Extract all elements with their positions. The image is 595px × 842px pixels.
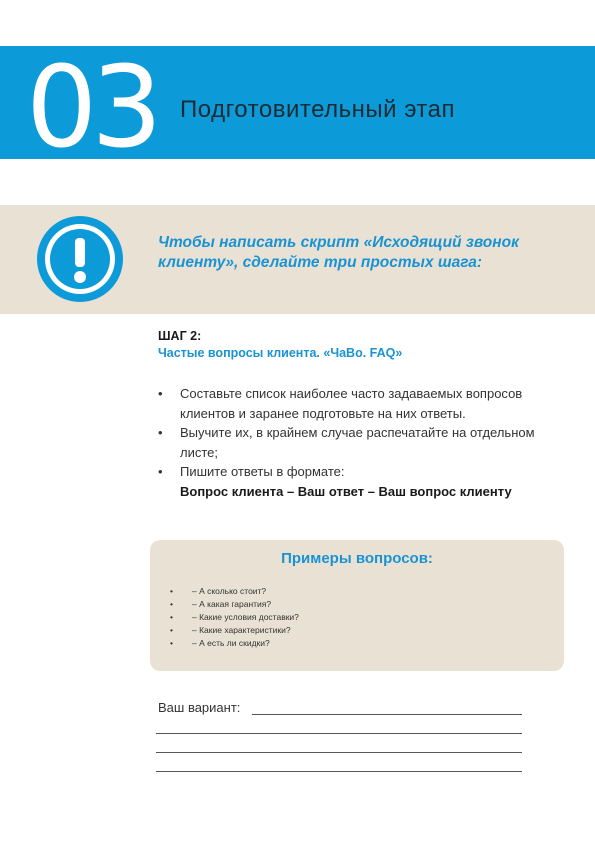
- example-question-text: – А какая гарантия?: [192, 599, 272, 609]
- chapter-title: Подготовительный этап: [180, 96, 455, 123]
- examples-title: Примеры вопросов:: [281, 550, 433, 567]
- bullet-marker: •: [158, 386, 163, 401]
- list-item: [158, 462, 558, 501]
- example-question-text: – А есть ли скидки?: [192, 638, 270, 648]
- answer-format: Вопрос клиента – Ваш ответ – Ваш вопрос клиенту: [180, 483, 512, 499]
- intro-text: Чтобы написать скрипт «Исходящий звонок клиенту», сделайте три простых шага:: [158, 234, 519, 271]
- list-item-text: Составьте список наиболее часто задаваемых вопросов клиентов и заранее подготовьте на них ответы.: [180, 386, 523, 421]
- bullet-marker: •: [170, 625, 173, 635]
- example-question: [170, 624, 299, 637]
- step-title: Частые вопросы клиента. «ЧаВо. FAQ»: [158, 346, 403, 360]
- examples-list: [170, 585, 299, 650]
- list-item: [158, 423, 558, 462]
- example-question: [170, 637, 299, 650]
- example-question: [170, 598, 299, 611]
- answer-label: Ваш вариант:: [158, 700, 241, 715]
- example-question: [170, 611, 299, 624]
- answer-line[interactable]: [252, 714, 522, 715]
- list-item: [158, 384, 558, 423]
- bullet-marker: •: [170, 599, 173, 609]
- bullet-marker: •: [158, 425, 163, 440]
- bullet-marker: •: [170, 612, 173, 622]
- example-question-text: – Какие условия доставки?: [192, 612, 299, 622]
- list-item-text: Выучите их, в крайнем случае распечатайте на отдельном листе;: [180, 425, 535, 460]
- examples-box: [150, 540, 564, 671]
- answer-line[interactable]: [156, 733, 522, 734]
- instructions-list: [158, 384, 558, 501]
- bullet-marker: •: [158, 464, 163, 479]
- list-item-text: Пишите ответы в формате:: [180, 464, 345, 479]
- step-label: ШАГ 2:: [158, 329, 202, 343]
- answer-line[interactable]: [156, 771, 522, 772]
- bullet-marker: •: [170, 638, 173, 648]
- answer-line[interactable]: [156, 752, 522, 753]
- example-question: [170, 585, 299, 598]
- example-question-text: – А сколько стоит?: [192, 586, 267, 596]
- bullet-marker: •: [170, 586, 173, 596]
- example-question-text: – Какие характеристики?: [192, 625, 291, 635]
- chapter-number: 03: [26, 43, 157, 173]
- exclamation-circle-icon: [36, 215, 124, 303]
